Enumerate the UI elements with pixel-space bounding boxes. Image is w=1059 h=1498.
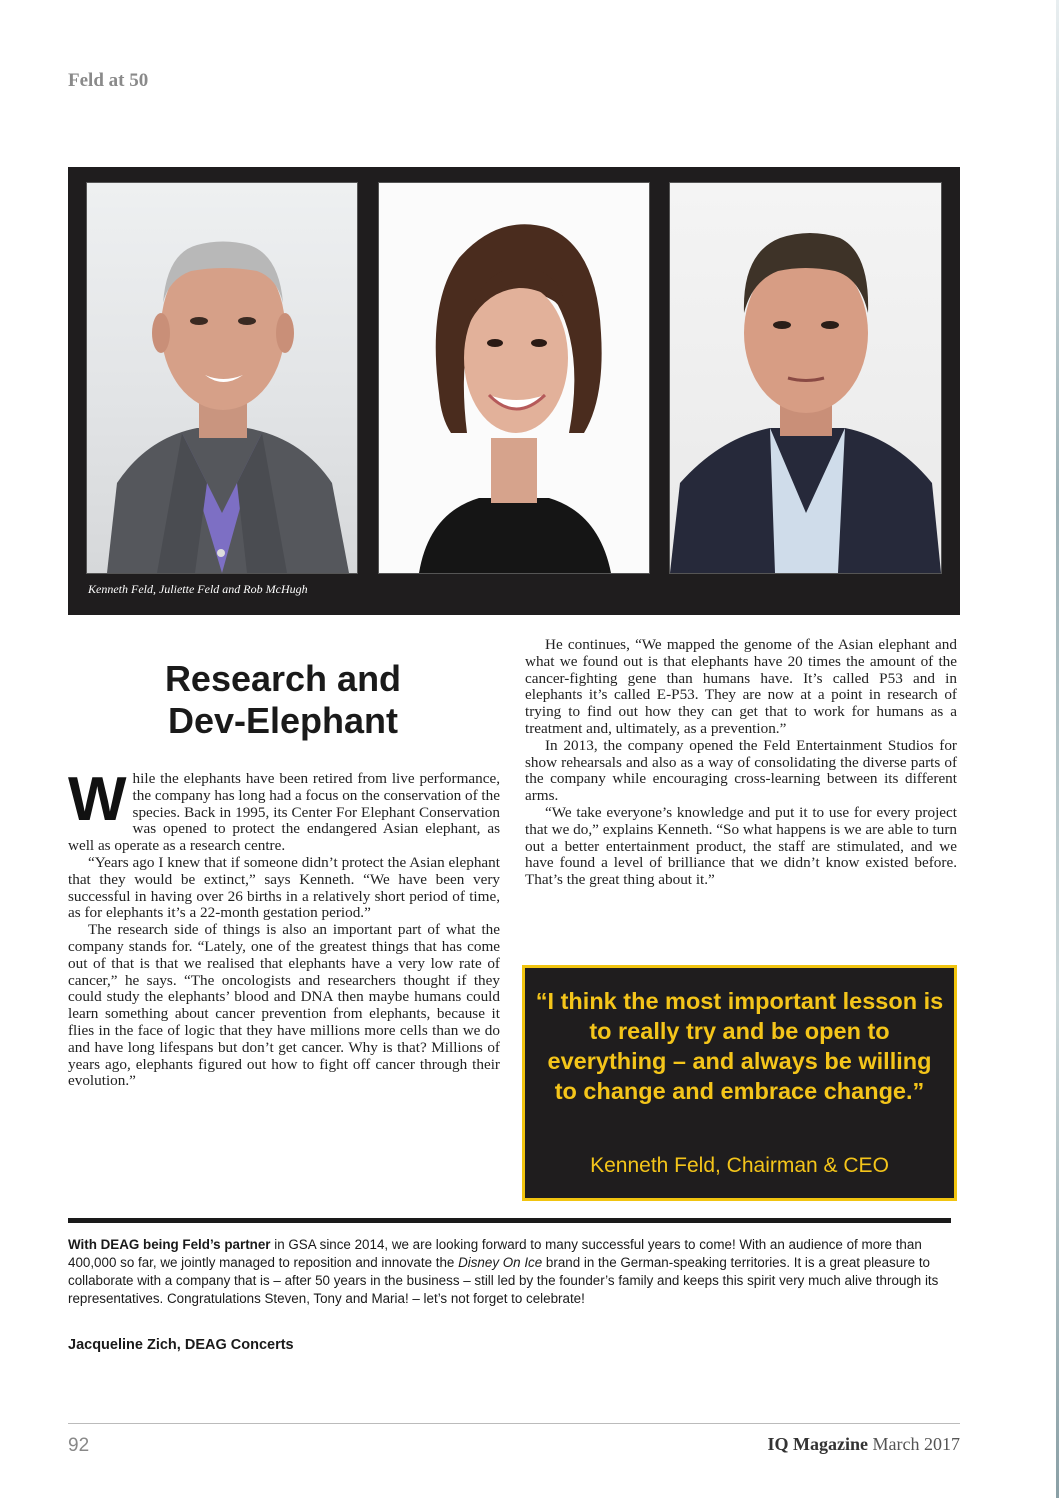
article-column-left	[68, 765, 500, 1090]
partner-note-lead: With DEAG being Feld’s partner	[68, 1237, 271, 1252]
paragraph: “We take everyone’s knowledge and put it to use for every project that we do,” explains Kenneth. “So what happens is we are able to turn out a better entertainment product, the staff are stimulated, and we have found a level of brilliance that we didn’t know existed before. That’s the great thing about it.”	[525, 803, 957, 889]
section-label: Feld at 50	[68, 70, 149, 91]
photo-rob-mchugh	[669, 182, 942, 574]
paragraph: “Years ago I knew that if someone didn’t protect the Asian elephant that they would be extinct,” says Kenneth. “We have been very successful in having over 26 births in a relatively short period of time, as for elephants it’s a 22-month gestation period.”	[68, 853, 500, 922]
photo-band	[68, 167, 960, 615]
drop-cap: W	[68, 765, 127, 834]
photo-juliette-feld	[378, 182, 650, 574]
paragraph: He continues, “We mapped the genome of the Asian elephant and what we found out is that elephants have 20 times the amount of the cancer-fighting gene than humans have. It’s called P53 and in elephants it’s called E-P53. They are now at a point in research of trying to find out how they can get that to work for humans as a treatment and, ultimately, as a prevention.”	[525, 636, 957, 737]
pull-quote-box	[522, 965, 957, 1201]
paragraph: The research side of things is also an important part of what the company stands for. “Lately, one of the greatest things that has come out of that is that we realised that elephants have a very low rate of cancer,” he says. “The oncologists and researchers thought if they could study the elephants’ blood and DNA then maybe humans could learn something about cancer prevention from elephants, because it flies in the face of logic that they have millions more cells than we do and have long lifespans but don’t get cancer. Why is that? Millions of years ago, elephants figured out how to fight off cancer through their evolution.”	[68, 921, 500, 1090]
headline-line-1: Research and	[164, 658, 402, 699]
paragraph	[68, 765, 500, 855]
page-number: 92	[68, 1435, 90, 1456]
portrait-rob-mchugh	[670, 183, 941, 573]
paragraph: In 2013, the company opened the Feld Entertainment Studios for show rehearsals and also as a way of consolidating the diverse parts of the company while encouraging cross-learning between its different arms.	[525, 736, 957, 805]
pull-quote-text: “I think the most important lesson is to really try and be open to everything – and always be willing to change and embrace change.”	[535, 988, 944, 1104]
section-divider	[68, 1218, 951, 1223]
partner-note-brand: Disney On Ice	[458, 1255, 543, 1270]
footer-divider	[68, 1423, 960, 1424]
photo-kenneth-feld	[86, 182, 358, 574]
paragraph-text: hile the elephants have been retired from live performance, the company has long had a focus on the conservation of the species. Back in 1995, its Center For Elephant Conservation was opened to protect the endangered Asian elephant, as well as operate as a research centre.	[68, 770, 500, 855]
magazine-name: IQ Magazine	[767, 1434, 869, 1454]
issue-date: March 2017	[872, 1434, 960, 1454]
partner-note-text: in GSA since 2014, we are looking forward to many successful years to come! With an audience of more than 400,000 so far, we jointly managed to reposition and innovate the	[68, 1237, 922, 1270]
portrait-kenneth-feld	[87, 183, 357, 573]
article-headline	[108, 658, 458, 742]
pull-quote-attribution: Kenneth Feld, Chairman & CEO	[590, 1154, 889, 1177]
portrait-juliette-feld	[379, 183, 649, 573]
partner-signoff: Jacqueline Zich, DEAG Concerts	[68, 1337, 294, 1353]
photo-caption: Kenneth Feld, Juliette Feld and Rob McHugh	[88, 582, 308, 596]
headline-line-2: Dev-Elephant	[167, 700, 399, 741]
article-column-right	[525, 637, 957, 889]
partner-note	[68, 1236, 958, 1308]
partner-note-text-end: brand in the German-speaking territories. It is a great pleasure to collaborate with a company that is – after 50 years in the business – still led by the founder’s family and keeps this spirit very much alive through its representatives. Congratulations Steven, Tony and Maria! – let’s not forget to celebrate!	[68, 1255, 939, 1306]
footer-publication	[768, 1434, 960, 1455]
